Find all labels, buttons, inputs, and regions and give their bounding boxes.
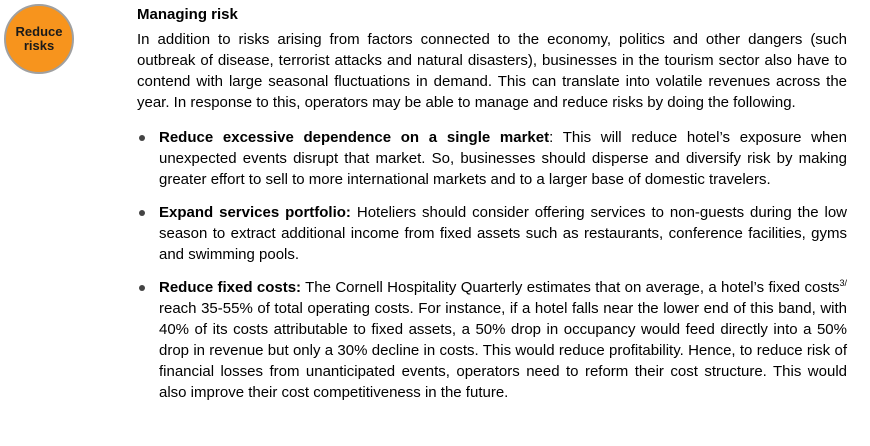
document-body [137,4,847,415]
intro-paragraph: In addition to risks arising from factors connected to the economy, politics and other dangers (such outbreak of disease, terrorist attacks and natural disasters), businesses in the tourism sector also have to contend with large seasonal fluctuations in demand. This can translate into volatile revenues across the year. In response to this, operators may be able to manage and reduce risks by doing the following. [137,31,847,111]
reduce-risks-badge [4,4,74,74]
footnote-marker: 3/ [839,278,848,288]
bullet-list [137,127,847,403]
bullet-dot-icon [139,285,145,291]
bullet-text-after: reach 35-55% of total operating costs. For instance, if a hotel falls near the lower end of this band, with 40% of its costs attributable to fixed assets, a 50% drop in occupancy would feed directly into a 50% drop in revenue but only a 30% decline in costs. This would reduce profitability. Hence, to reduce risk of financial losses from unanticipated events, operators need to reform their cost structure. This would also improve their cost competitiveness in the future. [159,300,847,401]
bullet-lead: Reduce excessive dependence on a single market [159,129,550,146]
badge-line-1: Reduce [15,24,63,39]
badge-line-2: risks [23,38,55,53]
bullet-lead: Expand services portfolio: [159,204,351,221]
bullet-item-services-portfolio [137,202,847,265]
section-heading: Managing risk [137,6,238,23]
bullet-dot-icon [139,135,145,141]
bullet-item-single-market [137,127,847,190]
bullet-lead: Reduce fixed costs: [159,279,302,296]
bullet-item-fixed-costs [137,277,847,403]
bullet-text: : This will reduce hotel’s exposure when unexpected events disrupt that market. So, businesses should disperse and diversify risk by making greater effort to sell to more international markets and to a larger base of domestic travelers. [159,129,847,188]
bullet-text-before: The Cornell Hospitality Quarterly estimates that on average, a hotel’s fixed costs [301,279,840,296]
bullet-dot-icon [139,210,145,216]
bullet-text: Hoteliers should consider offering services to non-guests during the low season to extract additional income from fixed assets such as restaurants, conference facilities, gyms and swimming pools. [159,204,847,263]
